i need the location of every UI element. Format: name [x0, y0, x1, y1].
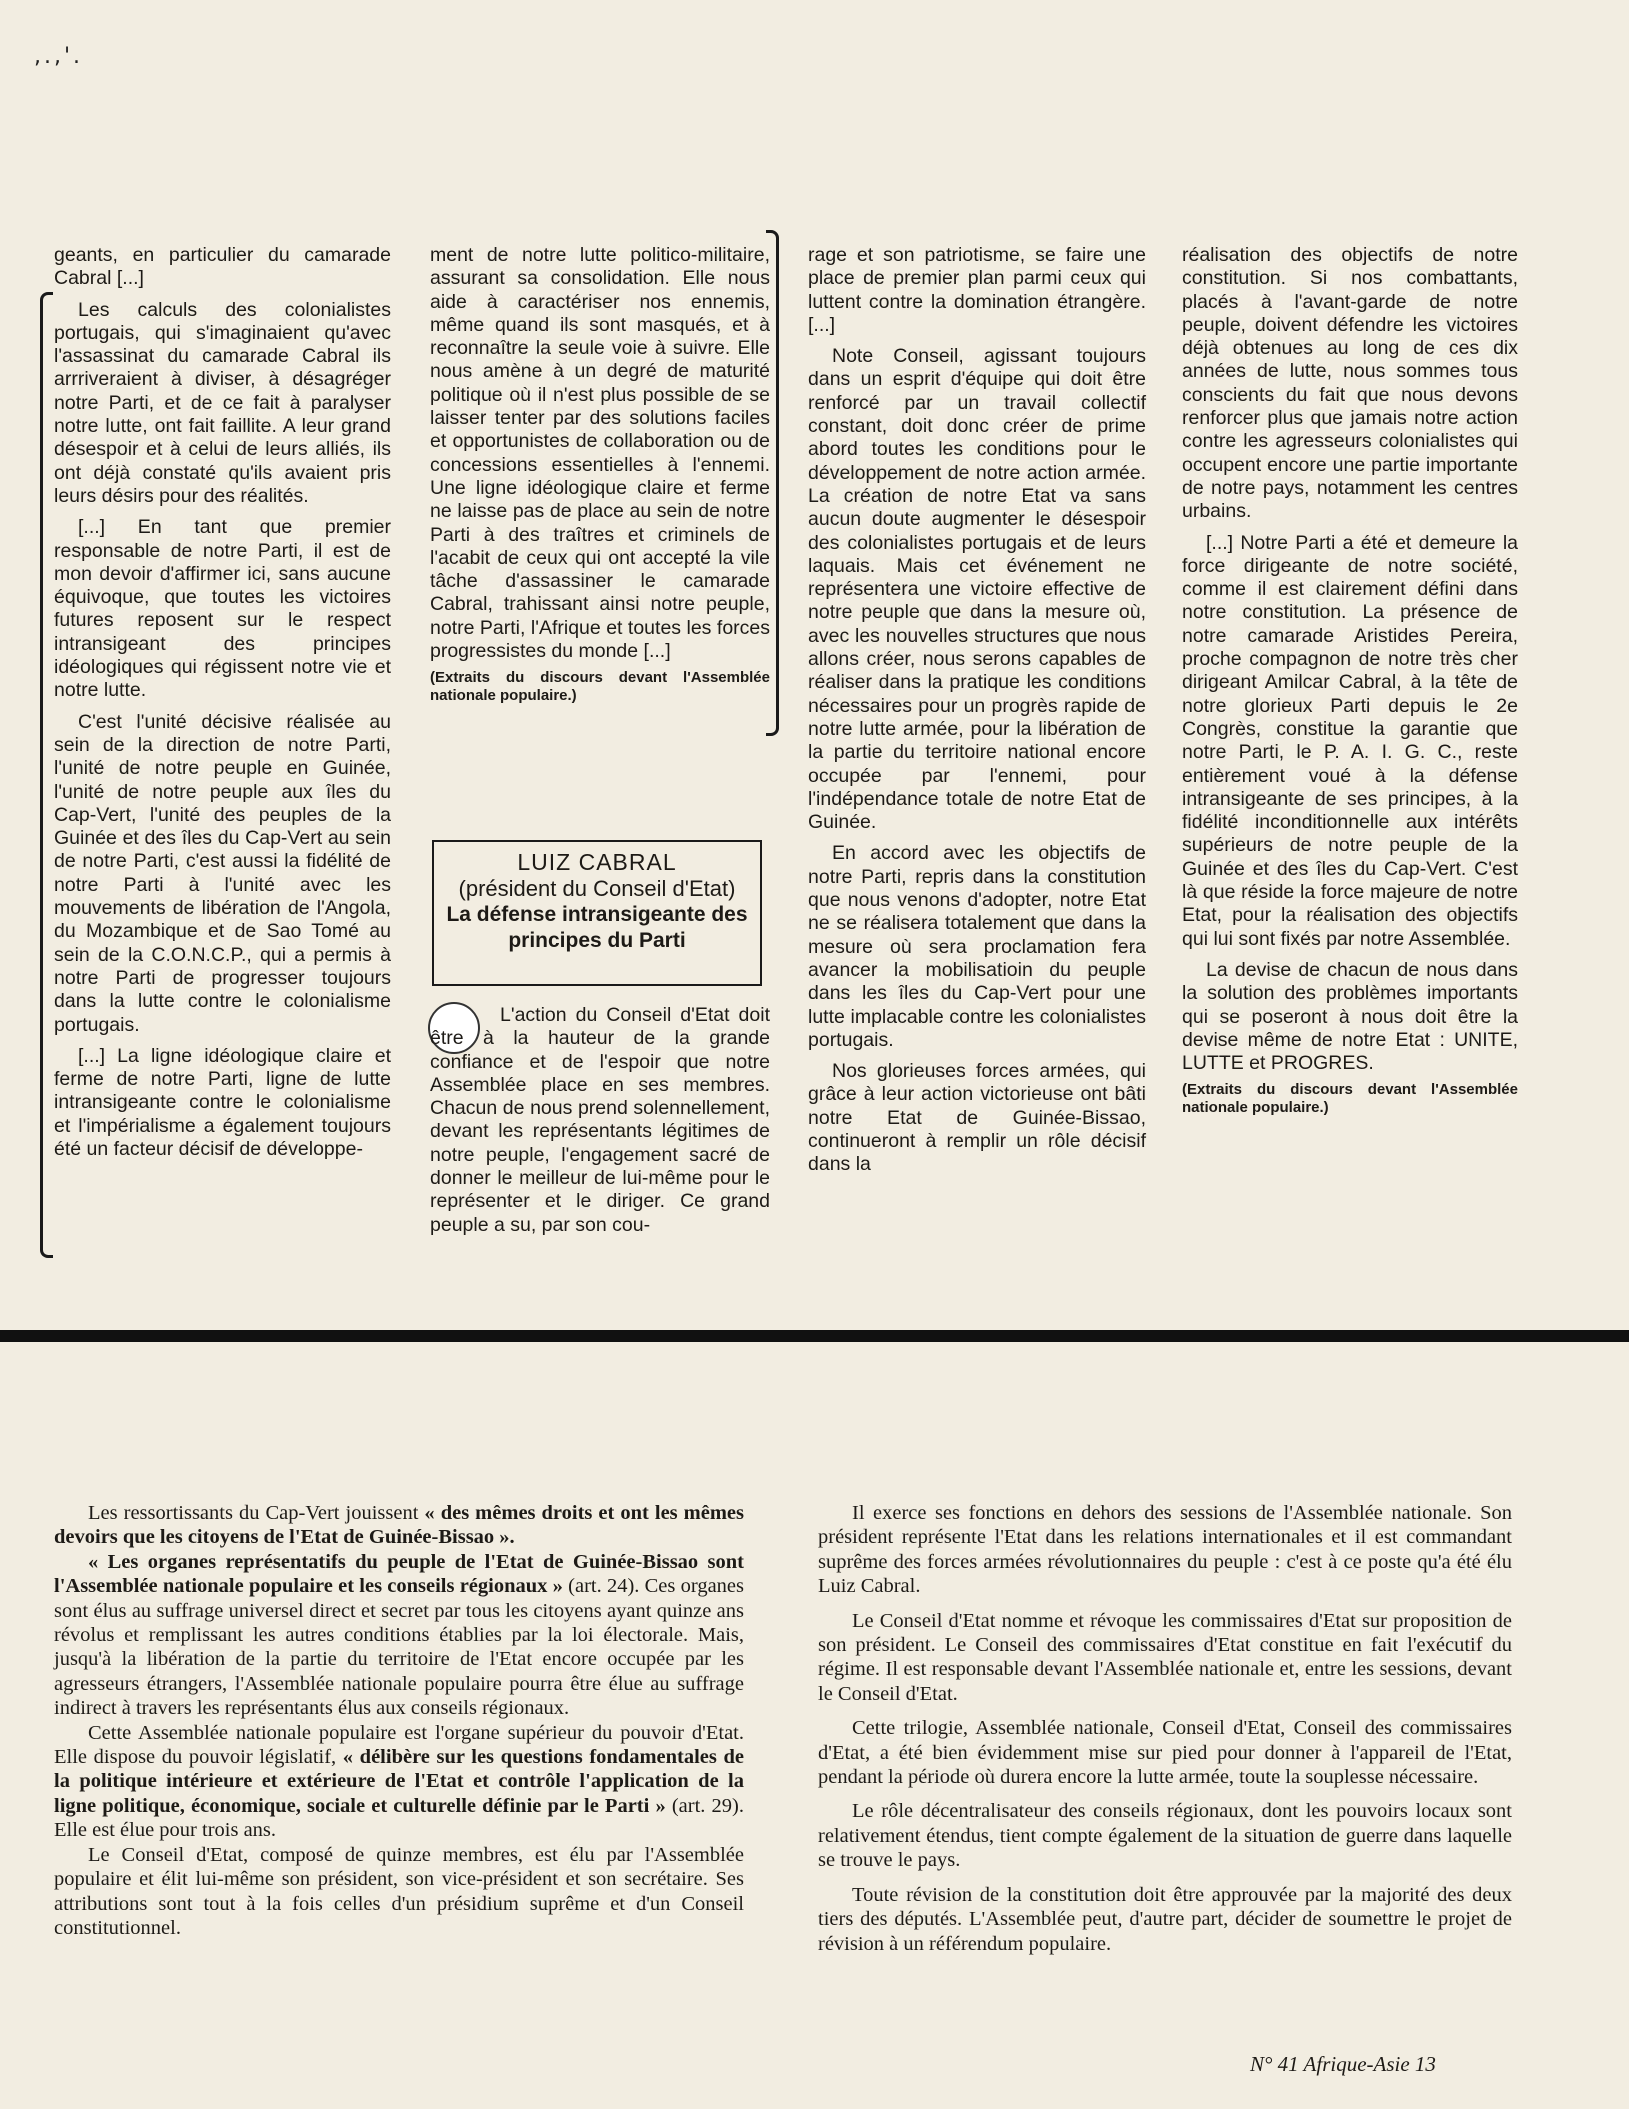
paragraph: [...] En tant que premier responsable de notre Parti, il est de mon devoir d'affirmer ici, sans aucune équivoque, que toutes les victoires futures reposent sur le respect intransigeant des principes idéologiques qui régissent notre vie et notre lutte. [54, 516, 391, 702]
article-title-box [432, 840, 762, 986]
page-corner-mark: ,.,'. [34, 44, 84, 69]
paragraph: Cette Assemblée nationale populaire est l'organe supérieur du pouvoir d'Etat. Elle dispose du pouvoir législatif, « délibère sur les questions fondamentales de la politique intérieure et extérieure de l'Etat et contrôle l'application de la ligne politique, économique, sociale et culturelle définie par le Parti » (art. 29). Elle est élue pour trois ans. [54, 1721, 745, 1842]
paragraph: La devise de chacun de nous dans la solution des problèmes importants qui se poseront à nous doit être la devise même de notre Etat : UNITE, LUTTE et PROGRES. [1182, 958, 1518, 1075]
section-divider [0, 1330, 1629, 1342]
paragraph: Les ressortissants du Cap-Vert jouissent « des mêmes droits et ont les mêmes devoirs que les citoyens de l'Etat de Guinée-Bissao ». [54, 1502, 744, 1549]
paragraph: Cette trilogie, Assemblée nationale, Conseil d'Etat, Conseil des commissaires d'Etat, a été bien évidemment mise sur pied pour donner à l'appareil de l'Etat, pendant la période où durera encore la lutte armée, toute la souplesse nécessaire. [818, 1717, 1512, 1789]
article-headline: La défense intransigeante des principes du Parti [446, 903, 748, 952]
paragraph: réalisation des objectifs de notre constitution. Si nos combattants, placés à l'avant-garde de notre peuple, doivent défendre les victoires déjà obtenues au long de ces dix années de lutte, nous sommes tous conscients du fait que nous devons renforcer plus que jamais notre action contre les agresseurs colonialistes qui occupent encore une partie importante de notre pays, notamment les centres urbains. [1182, 244, 1518, 523]
paragraph: Toute révision de la constitution doit être approuvée par la majorité des deux tiers des députés. L'Assemblée peut, d'autre part, décider de soumettre le projet de révision à un référendum populaire. [818, 1883, 1512, 1955]
paragraph: Le Conseil d'Etat nomme et révoque les commissaires d'Etat sur proposition de son président. Le Conseil des commissaires d'Etat constitue en fait l'exécutif du régime. Il est responsable devant l'Assemblée nationale et, entre les sessions, devant le Conseil d'Etat. [818, 1609, 1512, 1705]
source-note: (Extraits du discours devant l'Assemblée nationale populaire.) [430, 669, 770, 705]
speaker-role: (président du Conseil d'Etat) [458, 876, 736, 901]
margin-bracket-left [40, 292, 53, 1258]
bottom-column-right [818, 1501, 1512, 1956]
paragraph: ment de notre lutte politico-militaire, assurant sa consolidation. Elle nous aide à caractériser nos ennemis, même quand ils sont masqués, et à reconnaître la seule voie à suivre. Elle nous amène à un degré de maturité politique où il n'est plus possible de se laisser tenter par des solutions faciles et opportunistes de collaboration ou de concessions essentielles à l'ennemi. Une ligne idéologique claire et ferme ne laisse pas de place au sein de notre Parti à des traîtres et criminels de l'acabit de ceux qui ont accepté la vile tâche d'assassiner le camarade Cabral, trahissant ainsi notre peuple, notre Parti, l'Afrique et toutes les forces progressistes du monde [...] [430, 244, 770, 663]
paragraph: Il exerce ses fonctions en dehors des sessions de l'Assemblée nationale. Son président représente l'Etat dans les relations internationales et il est commandant suprême des forces armées révolutionnaires du peuple : c'est à ce poste qu'a été élu Luiz Cabral. [818, 1502, 1512, 1598]
column-1 [54, 244, 391, 1161]
paragraph: C'est l'unité décisive réalisée au sein de la direction de notre Parti, l'unité de notre peuple en Guinée, l'unité de notre peuple aux îles du Cap-Vert, l'unité des peuples de la Guinée et des îles du Cap-Vert au sein de notre Parti, c'est aussi la fidélité de notre Parti à l'unité avec les mouvements de libération de l'Angola, du Mozambique et de Sao Tomé au sein de la C.O.N.C.P., qui a permis à notre Parti de progresser toujours dans la lutte contre le colonialisme portugais. [54, 710, 391, 1036]
column-3 [808, 244, 1146, 1177]
column-2-lower [430, 1004, 770, 1237]
paragraph: [...] La ligne idéologique claire et ferme de notre Parti, ligne de lutte intransigeante contre le colonialisme et l'impérialisme a également toujours été un facteur décisif de développe- [54, 1044, 391, 1160]
paragraph: Le Conseil d'Etat, composé de quinze membres, est élu par l'Assemblée populaire et élit lui-même son président, son vice-président et son secrétaire. Ses attributions sont tout à la fois celles d'un présidium suprême et d'un Conseil constitutionnel. [54, 1843, 744, 1939]
source-note: (Extraits du discours devant l'Assemblée nationale populaire.) [1182, 1081, 1518, 1117]
paragraph: [...] Notre Parti a été et demeure la force dirigeante de notre société, comme il est clairement défini dans notre constitution. La présence de notre camarade Aristides Pereira, proche compagnon de notre très cher dirigeant Amilcar Cabral, à la tête de notre glorieux Parti depuis le 2e Congrès, constitue la garantie que notre Parti, le P. A. I. G. C., reste entièrement voué à la défense intransigeante de ses principes, à la fidélité inconditionnelle aux intérêts supérieurs de notre peuple de la Guinée et des îles du Cap-Vert. C'est là que réside la force majeure de notre Etat, pour la réalisation des objectifs qui lui sont fixés par notre Assemblée. [1182, 531, 1518, 950]
paragraph: En accord avec les objectifs de notre Parti, repris dans la constitution que nous venons d'adopter, notre Etat ne se réalisera totalement que dans la mesure où sera proclamation fera avancer la mobilisatioin du peuple dans les îles du Cap-Vert pour une lutte implacable contre les colonialistes portugais. [808, 842, 1146, 1051]
column-2 [430, 244, 770, 705]
column-4 [1182, 244, 1518, 1117]
paragraph: L'action du Conseil d'Etat doit être à la hauteur de la grande confiance et de l'espoir que notre Assemblée place en ses membres. Chacun de nous prend solennellement, devant les représentants légitimes de notre peuple, l'engagement sacré de donner le meilleur de lui-même pour le représenter et le diriger. Ce grand peuple a su, par son cou- [430, 1004, 770, 1236]
bottom-column-left [54, 1501, 744, 1940]
page-footer: N° 41 Afrique-Asie 13 [1250, 2052, 1436, 2076]
speaker-name: LUIZ CABRAL [517, 849, 677, 875]
paragraph: rage et son patriotisme, se faire une place de premier plan parmi ceux qui luttent contre la domination étrangère. [...] [808, 244, 1146, 336]
paragraph: « Les organes représentatifs du peuple de l'Etat de Guinée-Bissao sont l'Assemblée nationale populaire et les conseils régionaux » (art. 24). Ces organes sont élus au suffrage universel direct et secret par tous les citoyens ayant quinze ans révolus et remplissant les autres conditions établies par la loi électorale. Mais, jusqu'à la libération de la partie du territoire de l'Etat encore occupée par les agresseurs étrangers, l'Assemblée nationale populaire pourra être élue au suffrage indirect à travers les représentants élus aux conseils régionaux. [54, 1550, 744, 1720]
paragraph: Nos glorieuses forces armées, qui grâce à leur action victorieuse ont bâti notre Etat de Guinée-Bissao, continueront à remplir un rôle décisif dans la [808, 1060, 1146, 1176]
paragraph: Le rôle décentralisateur des conseils régionaux, dont les pouvoirs locaux sont relativement étendus, tient compte également de la situation de guerre dans laquelle se trouve le pays. [818, 1800, 1512, 1872]
paragraph: geants, en particulier du camarade Cabral [...] [54, 244, 391, 290]
paragraph: Les calculs des colonialistes portugais, qui s'imaginaient qu'avec l'assassinat du camarade Cabral ils arrriveraient à diviser, à désagréger notre Parti, et de ce fait à paralyser notre lutte, ont fait faillite. A leur grand désespoir et à celui de leurs alliés, ils ont déjà constaté qu'ils avaient pris leurs désirs pour des réalités. [54, 298, 391, 507]
paragraph: Note Conseil, agissant toujours dans un esprit d'équipe qui doit être renforcé par un travail collectif constant, doit donc créer de prime abord toutes les conditions pour le développement de notre action armée. La création de notre Etat va sans aucun doute augmenter le désespoir des colonialistes portugais et de leurs laquais. Mais cet événement ne représentera une victoire effective de notre peuple que dans la mesure où, avec les nouvelles structures que nous allons créer, nous serons capables de réaliser dans la pratique les conditions nécessaires pour un progrès rapide de notre lutte armée, pour la libération de la partie du territoire national encore occupée par l'ennemi, pour l'indépendance totale de notre Etat de Guinée. [808, 345, 1146, 834]
